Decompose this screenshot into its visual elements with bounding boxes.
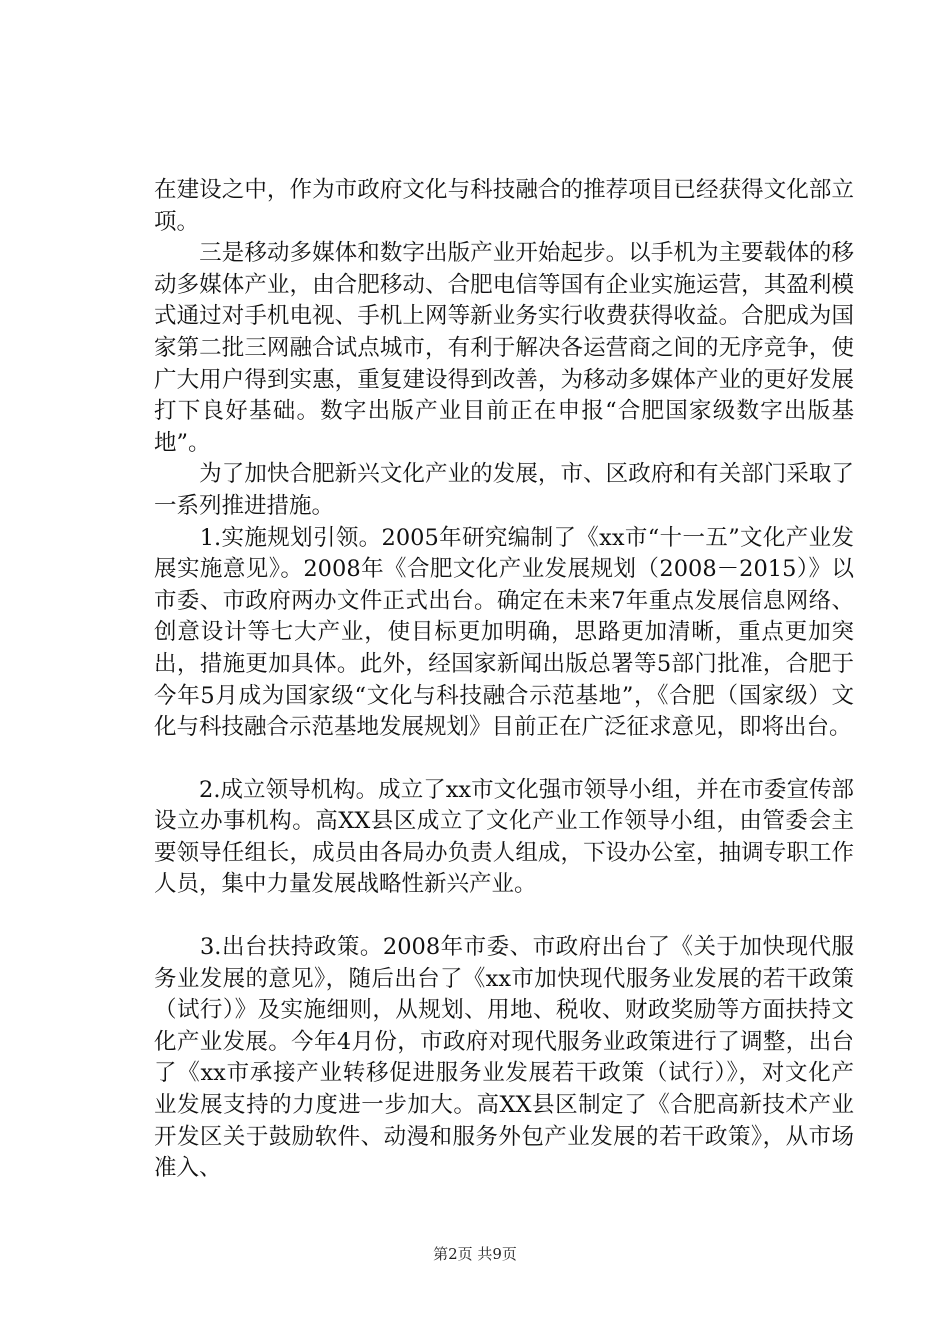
page-footer: 第2页 共9页 (433, 1245, 517, 1263)
paragraph-mobile-multimedia: 三是移动多媒体和数字出版产业开始起步。以手机为主要载体的移动多媒体产业，由合肥移动、合肥电信等国有企业实施运营，其盈利模式通过对手机电视、手机上网等新业务实行收费获得收益。合肥成为国家第二批三网融合试点城市，有利于解决各运营商之间的无序竞争，使广大用户得到实惠，重复建设得到改善，为移动多媒体产业的更好发展打下良好基础。数字出版产业目前正在申报“合肥国家级数字出版基地”。 (154, 240, 854, 456)
document-body (154, 175, 854, 1185)
paragraph-policy: 3.出台扶持政策。2008年市委、市政府出台了《关于加快现代服务业发展的意见》，随后出台了《xx市加快现代服务业发展的若干政策（试行）》及实施细则，从规划、用地、税收、财政奖励等方面扶持文化产业发展。今年4月份，市政府对现代服务业政策进行了调整，出台了《xx市承接产业转移促进服务业发展若干政策（试行）》，对文化产业发展支持的力度进一步加大。高XX县区制定了《合肥高新技术产业开发区关于鼓励软件、动漫和服务外包产业发展的若干政策》，从市场准入、 (154, 934, 854, 1182)
paragraph-continuation: 在建设之中，作为市政府文化与科技融合的推荐项目已经获得文化部立项。 (154, 177, 854, 235)
paragraph-measures-intro: 为了加快合肥新兴文化产业的发展，市、区政府和有关部门采取了一系列推进措施。 (154, 461, 854, 519)
paragraph-planning: 1.实施规划引领。2005年研究编制了《xx市“十一五”文化产业发展实施意见》。2008年《合肥文化产业发展规划（2008－2015）》以市委、市政府两办文件正式出台。确定在未来7年重点发展信息网络、创意设计等七大产业，使目标更加明确，思路更加清晰，重点更加突出，措施更加具体。此外，经国家新闻出版总署等5部门批准，合肥于今年5月成为国家级“文化与科技融合示范基地”，《合肥（国家级）文化与科技融合示范基地发展规划》目前正在广泛征求意见，即将出台。 (154, 524, 854, 741)
paragraph-leadership: 2.成立领导机构。成立了xx市文化强市领导小组，并在市委宣传部设立办事机构。高XX县区成立了文化产业工作领导小组，由管委会主要领导任组长，成员由各局办负责人组成，下设办公室，抽调专职工作人员，集中力量发展战略性新兴产业。 (154, 776, 854, 898)
